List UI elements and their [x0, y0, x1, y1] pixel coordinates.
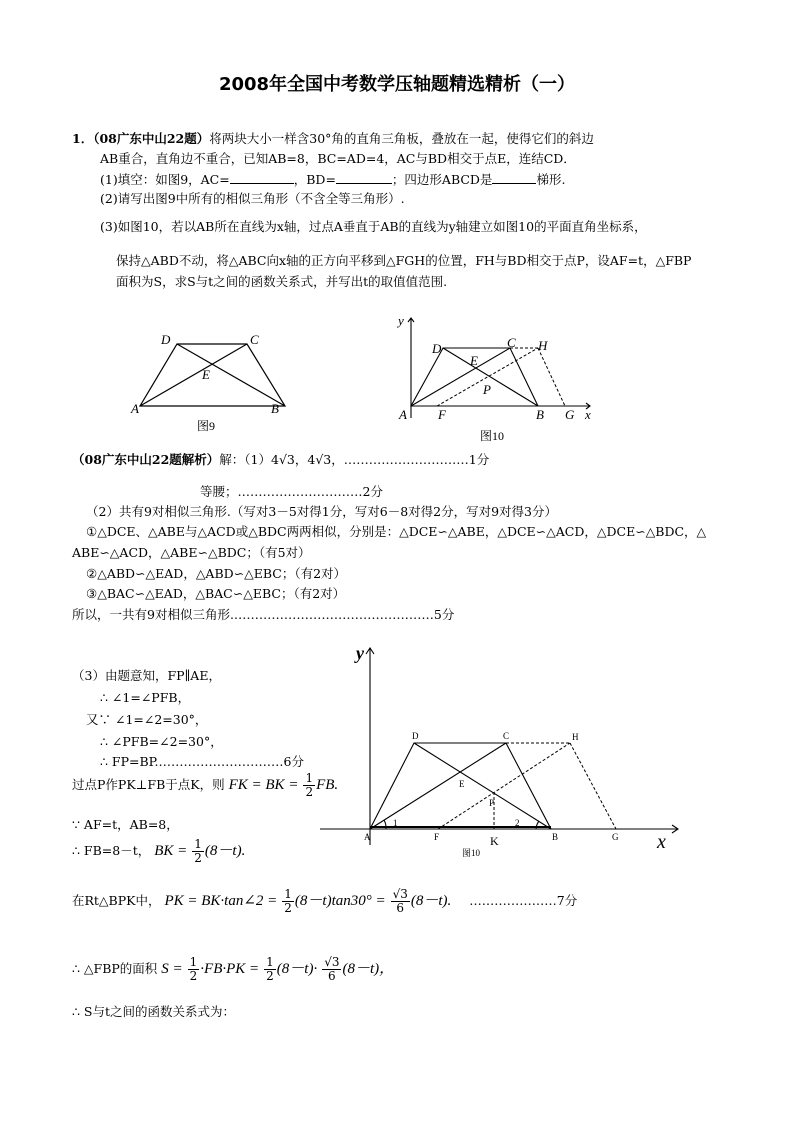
solution-part-2-sum: 所以，一共有9对相似三角形.…………………………………………5分 [72, 607, 455, 622]
s3-6a: 过点P作PK⊥FB于点K，则 [72, 777, 225, 792]
q1-text-d: 梯形. [536, 172, 566, 187]
solution-3-line-3: 又∵ ∠1=∠2=30°， [86, 712, 208, 727]
fig10b-label-d: D [412, 731, 419, 741]
solution-part-2: （2）共有9对相似三角形.（写对3－5对得1分，写对6－8对得2分，写对9对得3分） [86, 504, 558, 519]
fig9-label-d: D [161, 332, 171, 347]
num: √3 [324, 955, 340, 969]
fig10b-fh-dashed [438, 743, 570, 829]
solution-answer-1: 4√3，4√3，…………………………1分 [271, 452, 490, 467]
num: 1 [284, 887, 292, 901]
fig10-diagonal-ac [411, 348, 510, 406]
fig10-label-p: P [483, 382, 491, 397]
figure-10 [390, 310, 600, 445]
s3-10c: ·FB·PK = [200, 961, 260, 977]
fig10b-angle-2-label: 2 [515, 818, 520, 828]
fig10b-label-g: G [612, 832, 619, 842]
fig10-hg-dashed [538, 348, 565, 406]
problem-source: （08广东中山22题） [93, 131, 210, 146]
num: 1 [266, 955, 274, 969]
num: 1 [305, 771, 314, 785]
s3-6b: FK = BK = [228, 777, 299, 793]
solution-part-2-item-3: ③△BAC∽△EAD，△BAC∽△EBC；（有2对） [86, 586, 346, 601]
fig10b-diagonal-ac [370, 743, 506, 829]
fig10b-hg-dashed [570, 743, 616, 829]
solution-3-line-6 [72, 772, 338, 799]
fig10-label-g: G [565, 407, 575, 422]
s3-6c: FB. [316, 777, 339, 793]
q1-blank-ac [230, 171, 294, 184]
fig9-caption: 图9 [197, 419, 216, 433]
solution-3-line-10 [72, 956, 394, 983]
solution-3-line-4: ∴ ∠PFB=∠2=30°， [100, 734, 223, 749]
fig9-label-e: E [202, 367, 210, 382]
fraction-half-5 [264, 956, 276, 983]
fig10b-label-e: E [459, 779, 465, 789]
fraction-half-4 [188, 956, 200, 983]
solution-part-2-item-1a: ①△DCE、△ABE与△ACD或△BDC两两相似，分别是：△DCE∽△ABE，△DCE∽△ACD，△DCE∽△BDC，△ [86, 524, 707, 539]
fraction-half-2 [192, 838, 204, 865]
solution-head: （08广东中山22题解析） [72, 452, 220, 467]
fig10b-label-x: x [657, 831, 666, 853]
q1-blank-type [492, 171, 536, 184]
den: 2 [305, 785, 314, 799]
solution-answer-1b: 等腰；…………………………2分 [200, 484, 383, 499]
s3-10b: S = [161, 961, 183, 977]
fig10-label-a: A [399, 407, 407, 422]
fig9-label-b: B [271, 401, 279, 416]
fig10b-label-c: C [503, 731, 510, 741]
fig10b-label-k: K [490, 834, 499, 848]
page-title: 2008年全国中考数学压轴题精选精析（一） [218, 74, 576, 95]
fig10-label-d: D [432, 341, 442, 356]
fig10b-caption: 图10 [462, 848, 481, 858]
den: 6 [328, 969, 336, 983]
num: 1 [189, 955, 198, 969]
fig10b-label-f: F [434, 832, 440, 842]
fig10-label-f: F [438, 407, 446, 422]
question-3-line-3: 面积为S，求S与t之间的函数关系式，并写出t的取值值范围. [116, 274, 448, 289]
s3-9d: (8－t). [410, 893, 452, 909]
fig10-label-y: y [398, 313, 404, 328]
q1-text-c: ；四边形ABCD是 [391, 172, 493, 187]
solution-3-line-8 [72, 838, 245, 865]
solution-line-1 [72, 452, 489, 468]
den: 2 [266, 969, 274, 983]
s3-9c: (8－t)tan30° = [294, 893, 386, 909]
fig10b-label-b: B [552, 832, 559, 842]
solution-3-line-2: ∴ ∠1=∠PFB， [100, 690, 191, 705]
fig10b-label-h: H [572, 732, 579, 742]
fig10b-label-p: P [489, 798, 495, 808]
solution-3-line-5: ∴ FP=BP.…………………………6分 [100, 754, 304, 769]
s3-9e: …………………7分 [469, 893, 578, 908]
s3-9a: 在Rt△BPK中， [72, 893, 161, 908]
solution-part-2-item-2: ②△ABD∽△EAD，△ABD∽△EBC；（有2对） [86, 566, 347, 581]
fraction-sqrt3-over-6-b [322, 956, 341, 983]
fig10b-diagonal-bd [414, 743, 551, 829]
num: √3 [392, 887, 408, 901]
solution-3-line-11: ∴ S与t之间的函数关系式为： [72, 1004, 236, 1019]
question-1 [100, 171, 565, 188]
fraction-sqrt3-over-6-a [391, 888, 410, 915]
s3-10d: (8－t)· [276, 961, 318, 977]
den: 2 [284, 901, 292, 915]
fraction-half-3 [282, 888, 294, 915]
solution-3-line-1: （3）由题意知，FP∥AE， [72, 668, 221, 683]
den: 2 [189, 969, 198, 983]
q1-text-a: (1)填空：如图9，AC= [100, 172, 230, 187]
problem-stem-2: AB重合，直角边不重合，已知AB=8，BC=AD=4，AC与BD相交于点E，连结CD． [100, 151, 576, 166]
fig10b-label-a: A [364, 832, 371, 842]
q1-text-b: ，BD= [293, 172, 336, 187]
fig10-caption: 图10 [480, 429, 505, 443]
fraction-half-1 [303, 772, 315, 799]
solution-part-2-item-1b: ABE∽△ACD，△ABE∽△BDC；（有5对） [72, 545, 311, 560]
num: 1 [194, 837, 202, 851]
fig10-label-c: C [507, 335, 516, 350]
solution-3-line-7: ∵ AF=t，AB=8， [72, 817, 179, 832]
question-3-line-2: 保持△ABD不动，将△ABC向x轴的正方向平移到△FGH的位置，FH与BD相交于点P，设AF=t，△FBP [116, 253, 692, 268]
fig10b-angle-1-label: 1 [393, 818, 398, 828]
fig10-label-x: x [585, 407, 591, 422]
question-2: (2)请写出图9中所有的相似三角形（不含全等三角形）. [100, 191, 405, 206]
s3-9b: PK = BK·tan∠2 = [164, 893, 278, 909]
fig9-label-c: C [250, 332, 259, 347]
fig10-label-e: E [470, 353, 478, 368]
s3-8b: BK = [154, 843, 188, 859]
problem-stem-1: 将两块大小一样含30°角的直角三角板，叠放在一起，使得它们的斜边 [209, 131, 594, 146]
solution-3-line-9 [72, 888, 577, 915]
s3-10a: ∴ △FBP的面积 [72, 961, 158, 976]
s3-8c: (8－t). [204, 843, 246, 859]
den: 6 [396, 901, 405, 915]
s3-8a: ∴ FB=8－t， [72, 843, 151, 858]
fig10-label-b: B [536, 407, 544, 422]
q1-blank-bd [336, 171, 392, 184]
s3-10e: (8－t)， [342, 961, 395, 977]
problem-line-1 [72, 131, 594, 147]
fig10b-label-y: y [356, 643, 364, 663]
fig9-label-a: A [131, 401, 139, 416]
den: 2 [194, 851, 202, 865]
figure-9 [125, 328, 295, 436]
question-3-line-1: (3)如图10，若以AB所在直线为x轴，过点A垂直于AB的直线为y轴建立如图10的平面直角坐标系， [100, 219, 647, 234]
figure-10-large [320, 640, 690, 860]
fig9-trapezoid [140, 344, 285, 406]
fig10-label-h: H [538, 338, 548, 353]
problem-number: 1． [72, 131, 94, 146]
solution-jie: 解：（1） [219, 452, 271, 467]
